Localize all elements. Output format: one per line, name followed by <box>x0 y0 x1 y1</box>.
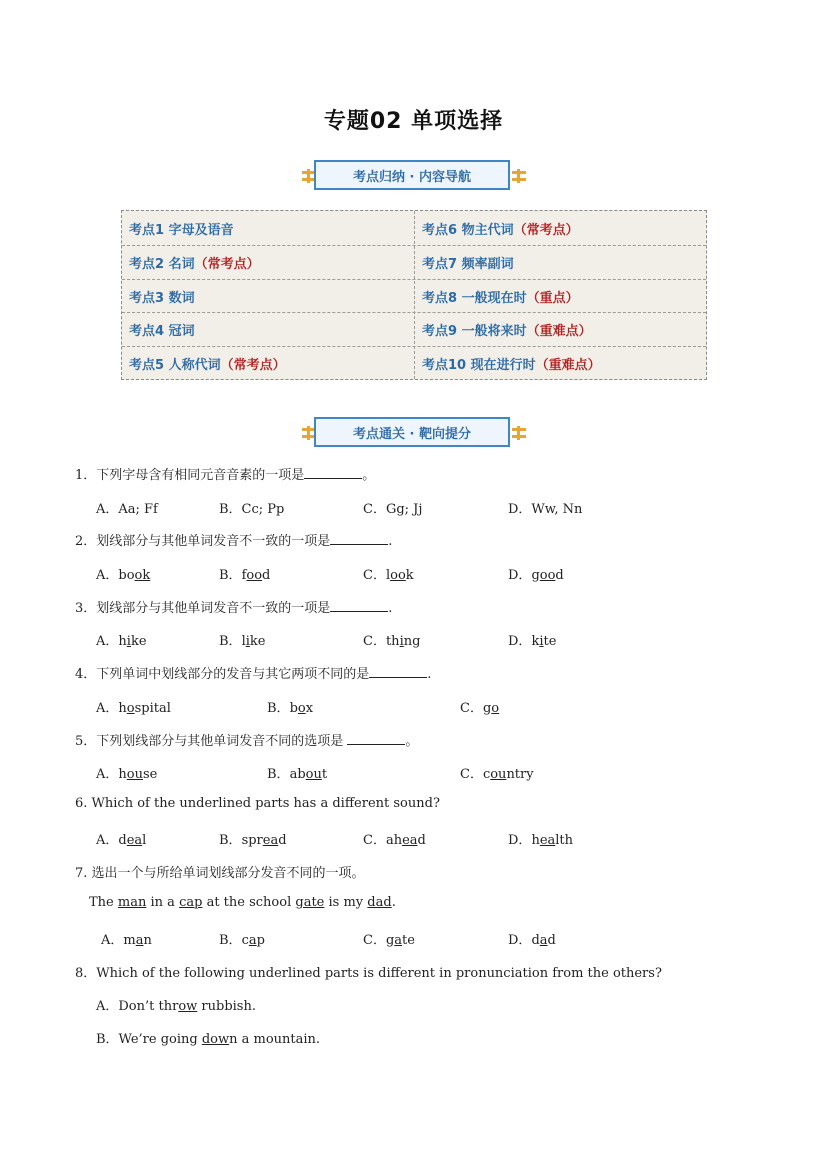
option-2b[interactable]: B．food <box>219 568 271 583</box>
answer-blank[interactable] <box>347 733 405 745</box>
question-6: 6. Which of the underlined parts has a different sound? <box>75 796 440 811</box>
option-5c[interactable]: C．country <box>460 767 534 782</box>
option-5a[interactable]: A．house <box>96 767 158 782</box>
nav-item-7[interactable]: 考点7 频率副词 <box>422 256 514 272</box>
nav-item-4[interactable]: 考点4 冠词 <box>129 323 195 339</box>
option-1c[interactable]: C．Gg; Jj <box>363 502 423 517</box>
decor-mark-icon <box>512 169 526 183</box>
nav-item-3[interactable]: 考点3 数词 <box>129 290 195 306</box>
option-1b[interactable]: B．Cc; Pp <box>219 502 285 517</box>
nav-item-10[interactable]: 考点10 现在进行时 （重难点） <box>422 357 601 373</box>
option-7b[interactable]: B．cap <box>219 933 265 948</box>
option-4b[interactable]: B．box <box>267 701 314 716</box>
option-2d[interactable]: D．good <box>508 568 564 583</box>
nav-item-9[interactable]: 考点9 一般将来时 （重难点） <box>422 323 592 339</box>
option-3a[interactable]: A．hike <box>96 634 147 649</box>
option-4c[interactable]: C．go <box>460 701 500 716</box>
answer-blank[interactable] <box>330 600 388 612</box>
option-8a[interactable]: A．Don’t throw rubbish. <box>96 999 256 1014</box>
question-2: 2．划线部分与其他单词发音不一致的一项是 . <box>75 534 393 549</box>
option-7a[interactable]: A．man <box>101 933 152 948</box>
option-6a[interactable]: A．deal <box>96 833 147 848</box>
decor-mark-icon <box>512 426 526 440</box>
question-8: 8．Which of the following underlined parts is different in pronunciation from the others? <box>75 966 662 981</box>
banner-label: 考点通关 · 靶向提分 <box>314 417 510 447</box>
option-6d[interactable]: D．health <box>508 833 574 848</box>
section-banner-navigation <box>300 158 528 196</box>
answer-blank[interactable] <box>330 533 388 545</box>
nav-item-1[interactable]: 考点1 字母及语音 <box>129 222 234 238</box>
answer-blank[interactable] <box>304 467 362 479</box>
question-7: 7. 选出一个与所给单词划线部分发音不同的一项。 <box>75 866 365 881</box>
banner-label: 考点归纳 · 内容导航 <box>314 160 510 190</box>
option-6c[interactable]: C．ahead <box>363 833 426 848</box>
option-7c[interactable]: C．gate <box>363 933 415 948</box>
page-title: 专题02 单项选择 <box>323 109 504 134</box>
question-4: 4．下列单词中划线部分的发音与其它两项不同的是 . <box>75 667 432 682</box>
answer-blank[interactable] <box>369 666 427 678</box>
section-banner-practice <box>300 415 528 453</box>
option-2a[interactable]: A．book <box>96 568 151 583</box>
option-6b[interactable]: B．spread <box>219 833 287 848</box>
option-1d[interactable]: D．Ww, Nn <box>508 502 583 517</box>
option-5b[interactable]: B．about <box>267 767 328 782</box>
nav-item-6[interactable]: 考点6 物主代词 （常考点） <box>422 222 579 238</box>
topic-navigation-table <box>121 210 707 380</box>
nav-item-5[interactable]: 考点5 人称代词 （常考点） <box>129 357 286 373</box>
question-7-sentence: The man in a cap at the school gate is my dad. <box>89 895 396 910</box>
nav-item-2[interactable]: 考点2 名词 （常考点） <box>129 256 260 272</box>
option-8b[interactable]: B．We’re going down a mountain. <box>96 1032 321 1047</box>
option-2c[interactable]: C．look <box>363 568 414 583</box>
question-5: 5．下列划线部分与其他单词发音不同的选项是 。 <box>75 734 419 749</box>
question-1: 1．下列字母含有相同元音音素的一项是 。 <box>75 468 376 483</box>
question-3: 3．划线部分与其他单词发音不一致的一项是 . <box>75 601 393 616</box>
option-3b[interactable]: B．like <box>219 634 266 649</box>
option-3c[interactable]: C．thing <box>363 634 421 649</box>
option-7d[interactable]: D．dad <box>508 933 556 948</box>
option-3d[interactable]: D．kite <box>508 634 557 649</box>
nav-item-8[interactable]: 考点8 一般现在时 （重点） <box>422 290 579 306</box>
option-1a[interactable]: A．Aa; Ff <box>96 502 158 517</box>
option-4a[interactable]: A．hospital <box>96 701 171 716</box>
